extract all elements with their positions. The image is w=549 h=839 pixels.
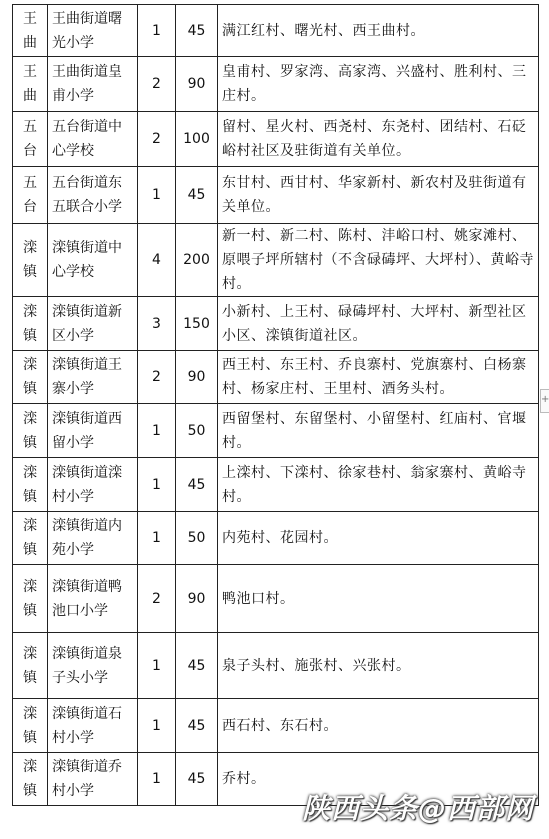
- service-area-cell: 西石村、东石村。: [218, 699, 539, 753]
- school-cell: 滦镇街道王寨小学: [48, 351, 138, 404]
- students-cell: 100: [176, 112, 218, 167]
- classes-cell: 1: [138, 5, 176, 57]
- town-cell: 滦镇: [13, 699, 48, 753]
- school-cell: 滦镇街道乔村小学: [48, 753, 138, 806]
- classes-cell: 4: [138, 224, 176, 297]
- students-cell: 50: [176, 404, 218, 458]
- school-cell: 滦镇街道新区小学: [48, 297, 138, 351]
- town-cell: 五台: [13, 167, 48, 224]
- table-row: [13, 5, 539, 57]
- classes-cell: 1: [138, 512, 176, 565]
- town-cell: 五台: [13, 112, 48, 167]
- town-cell: 王曲: [13, 5, 48, 57]
- service-area-cell: 留村、星火村、西尧村、东尧村、团结村、石砭峪村社区及驻街道有关单位。: [218, 112, 539, 167]
- school-cell: 滦镇街道西留小学: [48, 404, 138, 458]
- school-cell: 滦镇街道中心学校: [48, 224, 138, 297]
- classes-cell: 2: [138, 565, 176, 633]
- students-cell: 90: [176, 57, 218, 112]
- students-cell: 45: [176, 633, 218, 699]
- service-area-cell: 内苑村、花园村。: [218, 512, 539, 565]
- town-cell: 滦镇: [13, 458, 48, 512]
- service-area-cell: 满江红村、曙光村、西王曲村。: [218, 5, 539, 57]
- table-row: [13, 224, 539, 297]
- school-cell: 滦镇街道石村小学: [48, 699, 138, 753]
- students-cell: 90: [176, 565, 218, 633]
- table-row: [13, 297, 539, 351]
- table-row: [13, 699, 539, 753]
- service-area-cell: 乔村。: [218, 753, 539, 806]
- classes-cell: 2: [138, 351, 176, 404]
- service-area-cell: 上滦村、下滦村、徐家巷村、翁家寨村、黄峪寺村。: [218, 458, 539, 512]
- service-area-cell: 小新村、上王村、碌碡坪村、大坪村、新型社区小区、滦镇街道社区。: [218, 297, 539, 351]
- students-cell: 45: [176, 5, 218, 57]
- table-row: [13, 565, 539, 633]
- table-row: [13, 167, 539, 224]
- watermark: 陕西头条@西部网: [301, 792, 534, 825]
- town-cell: 滦镇: [13, 351, 48, 404]
- classes-cell: 1: [138, 699, 176, 753]
- town-cell: 王曲: [13, 57, 48, 112]
- service-area-cell: 新一村、新二村、陈村、沣峪口村、姚家滩村、原喂子坪所辖村（不含碌碡坪、大坪村）、黄峪寺村。: [218, 224, 539, 297]
- school-cell: 五台街道中心学校: [48, 112, 138, 167]
- table-row: [13, 633, 539, 699]
- school-cell: 王曲街道曙光小学: [48, 5, 138, 57]
- students-cell: 45: [176, 167, 218, 224]
- town-cell: 滦镇: [13, 512, 48, 565]
- classes-cell: 1: [138, 633, 176, 699]
- table-row: [13, 351, 539, 404]
- classes-cell: 1: [138, 167, 176, 224]
- classes-cell: 1: [138, 404, 176, 458]
- table-row: [13, 57, 539, 112]
- students-cell: 45: [176, 699, 218, 753]
- service-area-cell: 东甘村、西甘村、华家新村、新农村及驻街道有关单位。: [218, 167, 539, 224]
- students-cell: 45: [176, 753, 218, 806]
- service-area-cell: 皇甫村、罗家湾、高家湾、兴盛村、胜利村、三庄村。: [218, 57, 539, 112]
- students-cell: 45: [176, 458, 218, 512]
- school-district-table: [12, 4, 539, 806]
- service-area-cell: 西留堡村、东留堡村、小留堡村、红庙村、官堰村。: [218, 404, 539, 458]
- town-cell: 滦镇: [13, 297, 48, 351]
- service-area-cell: 西王村、东王村、乔良寨村、党旗寨村、白杨寨村、杨家庄村、王里村、酒务头村。: [218, 351, 539, 404]
- school-cell: 滦镇街道滦村小学: [48, 458, 138, 512]
- classes-cell: 3: [138, 297, 176, 351]
- table-row: [13, 512, 539, 565]
- service-area-cell: 泉子头村、施张村、兴张村。: [218, 633, 539, 699]
- town-cell: 滦镇: [13, 753, 48, 806]
- students-cell: 50: [176, 512, 218, 565]
- service-area-cell: 鸭池口村。: [218, 565, 539, 633]
- school-cell: 滦镇街道内苑小学: [48, 512, 138, 565]
- students-cell: 90: [176, 351, 218, 404]
- classes-cell: 1: [138, 458, 176, 512]
- classes-cell: 2: [138, 112, 176, 167]
- school-cell: 滦镇街道泉子头小学: [48, 633, 138, 699]
- school-cell: 五台街道东五联合小学: [48, 167, 138, 224]
- town-cell: 滦镇: [13, 224, 48, 297]
- margin-expand-marker[interactable]: +: [540, 389, 549, 413]
- town-cell: 滦镇: [13, 633, 48, 699]
- school-cell: 王曲街道皇甫小学: [48, 57, 138, 112]
- students-cell: 200: [176, 224, 218, 297]
- table-row: [13, 404, 539, 458]
- table-row: [13, 112, 539, 167]
- school-cell: 滦镇街道鸭池口小学: [48, 565, 138, 633]
- students-cell: 150: [176, 297, 218, 351]
- table-row: [13, 458, 539, 512]
- town-cell: 滦镇: [13, 404, 48, 458]
- classes-cell: 2: [138, 57, 176, 112]
- town-cell: 滦镇: [13, 565, 48, 633]
- classes-cell: 1: [138, 753, 176, 806]
